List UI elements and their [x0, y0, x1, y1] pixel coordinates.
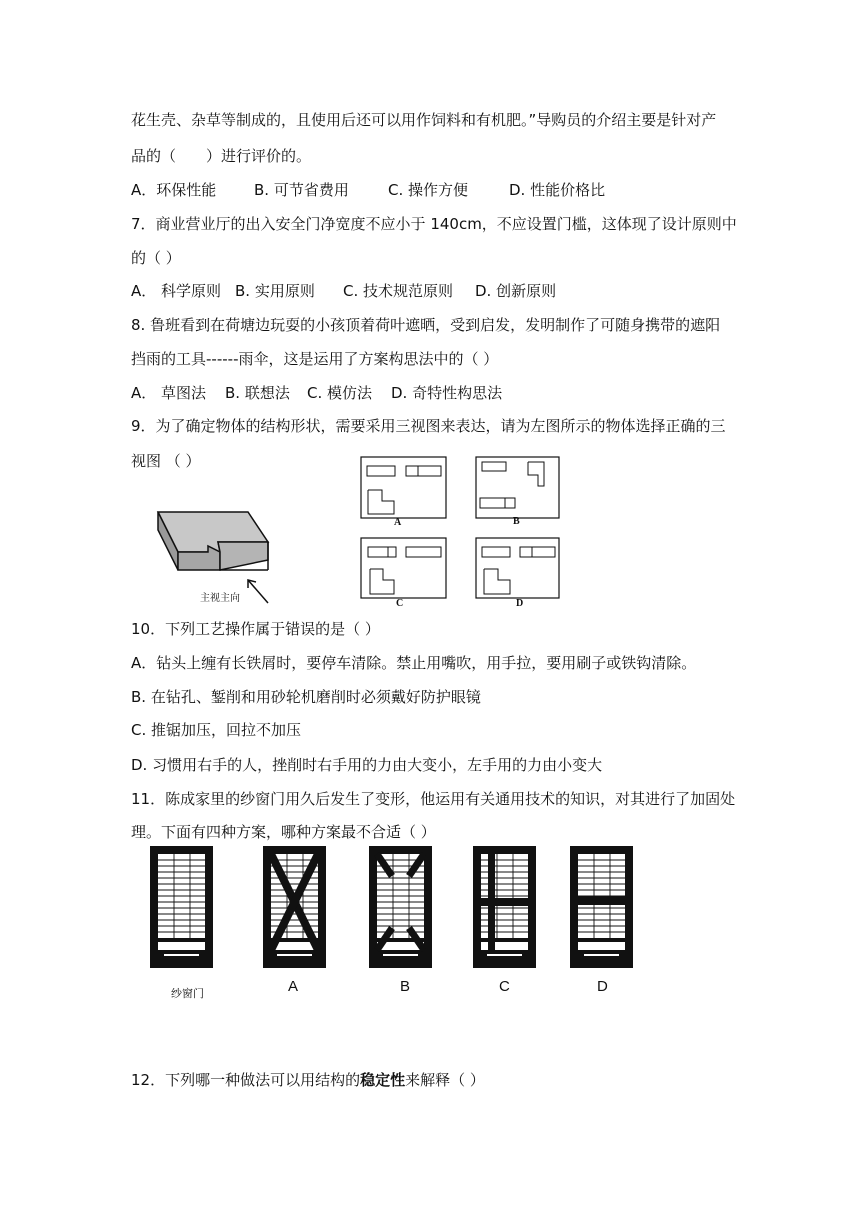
q9-text-line1: 9．为了确定物体的结构形状，需要采用三视图来表达，请为左图所示的物体选择正确的三	[131, 417, 726, 435]
q11-label-original: 纱窗门	[171, 987, 204, 1000]
q7-option-a[interactable]: A． 科学原则	[131, 282, 222, 300]
q8-option-d[interactable]: D. 奇特性构思法	[391, 384, 503, 402]
q11-text-line2: 理。下面有四种方案，哪种方案最不合适（ ）	[131, 823, 436, 841]
q9-label-d: D	[516, 598, 524, 609]
q7-option-b[interactable]: B. 实用原则	[235, 282, 315, 300]
q8-text-line1: 8. 鲁班看到在荷塘边玩耍的小孩顶着荷叶遮晒，受到启发，发明制作了可随身携带的遮阳	[131, 316, 721, 334]
q8-text-line2: 挡雨的工具------雨伞，这是运用了方案构思法中的（ ）	[131, 350, 499, 368]
q12-text	[131, 1070, 485, 1090]
q9-view-option-d[interactable]	[476, 538, 559, 598]
screen-door-option-a[interactable]	[263, 846, 326, 968]
q11-label-a: A	[288, 978, 299, 995]
screen-door-original	[150, 846, 213, 968]
q9-view-option-b[interactable]	[476, 457, 559, 518]
q11-text-line1: 11．陈成家里的纱窗门用久后发生了变形，他运用有关通用技术的知识，对其进行了加固处	[131, 790, 736, 808]
q6-option-a[interactable]: A．环保性能	[131, 181, 217, 199]
q6-option-d[interactable]: D. 性能价格比	[509, 181, 606, 199]
q9-label-c: C	[396, 598, 404, 609]
view-direction-label: 主视主向	[200, 593, 240, 604]
q11-label-d: D	[597, 978, 608, 995]
q12-text-post: 来解释（ ）	[405, 1071, 485, 1089]
q9-view-option-a[interactable]	[361, 457, 446, 518]
q6-option-b[interactable]: B. 可节省费用	[254, 181, 349, 199]
q9-options-figure	[360, 456, 565, 611]
q8-options	[131, 383, 502, 403]
q8-option-a[interactable]: A． 草图法	[131, 384, 207, 402]
screen-door-option-d[interactable]	[570, 846, 633, 968]
q6-options	[131, 180, 605, 200]
q6-text-line2: 品的（ ）进行评价的。	[131, 147, 312, 165]
q10-option-d[interactable]: D. 习惯用右手的人，挫削时右手用的力由大变小，左手用的力由小变大	[131, 756, 603, 774]
q9-label-a: A	[394, 517, 402, 528]
q6-text-line1: 花生壳、杂草等制成的，且使用后还可以用作饲料和有机肥。”导购员的介绍主要是针对产	[131, 111, 717, 129]
q10-option-b[interactable]: B. 在钻孔、錾削和用砂轮机磨削时必须戴好防护眼镜	[131, 688, 481, 706]
q7-text-line1: 7．商业营业厅的出入安全门净宽度不应小于 140cm，不应设置门槛，这体现了设计原则中	[131, 215, 737, 233]
q9-view-option-c[interactable]	[361, 538, 446, 598]
q10-option-a[interactable]: A．钻头上缠有长铁屑时，要停车清除。禁止用嘴吹，用手拉，要用刷子或铁钩清除。	[131, 654, 697, 672]
q11-label-b: B	[400, 978, 411, 995]
q8-option-c[interactable]: C. 模仿法	[307, 384, 373, 402]
q11-label-c: C	[499, 978, 510, 995]
q8-option-b[interactable]: B. 联想法	[225, 384, 290, 402]
view-direction-arrow-icon	[248, 580, 268, 603]
q9-text-line2: 视图 （ ）	[131, 452, 201, 470]
q7-text-line2: 的（ ）	[131, 249, 181, 267]
q6-option-c[interactable]: C. 操作方便	[388, 181, 469, 199]
screen-door-option-b[interactable]	[369, 846, 432, 968]
screen-door-option-c[interactable]	[473, 846, 536, 968]
q7-option-d[interactable]: D. 创新原则	[475, 282, 557, 300]
q11-doors-figure	[150, 846, 640, 971]
q7-options	[131, 281, 556, 301]
q10-text: 10．下列工艺操作属于错误的是（ ）	[131, 620, 380, 638]
q10-option-c[interactable]: C. 推锯加压，回拉不加压	[131, 721, 302, 739]
q9-label-b: B	[513, 516, 520, 527]
q12-keyword: 稳定性	[360, 1071, 406, 1089]
q7-option-c[interactable]: C. 技术规范原则	[343, 282, 454, 300]
q12-text-pre: 12．下列哪一种做法可以用结构的	[131, 1071, 361, 1089]
